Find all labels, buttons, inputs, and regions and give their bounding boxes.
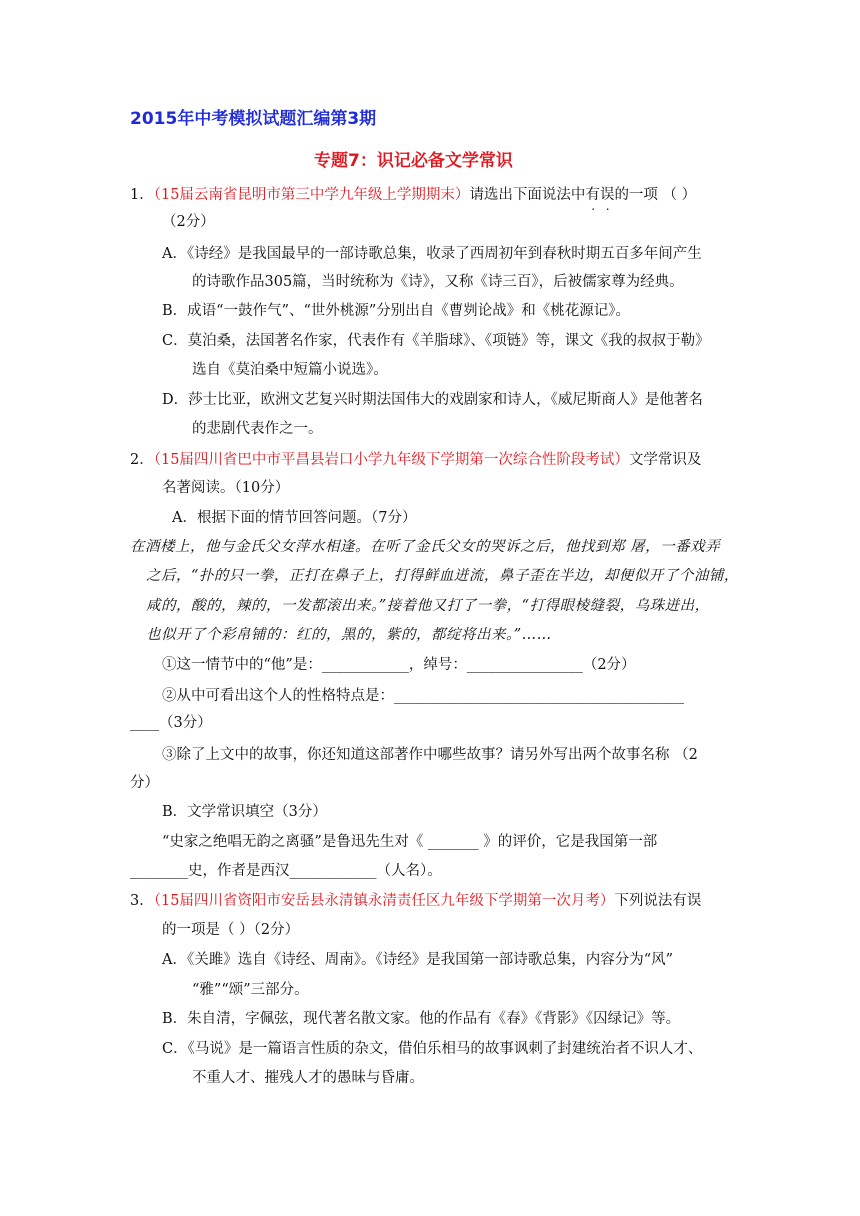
- question-3-stem: 下列说法有误: [614, 893, 702, 909]
- sub-question-1: ①这一情节中的“他”是：____________，绰号：________________（2分）: [162, 657, 636, 673]
- passage-line-3: 咸的，酸的，辣的，一发都滚出来。”接着他又打了一拳，“打得眼棱缝裂，乌珠迸出，: [146, 598, 710, 614]
- question-3-stem-line-2: 的一项是（ ）（2分）: [162, 922, 300, 938]
- question-3-source: （15届四川省资阳市安岳县永清镇永清责任区九年级下学期第一次月考）: [153, 893, 615, 909]
- option-a-line-1: A．《诗经》是我国最早的一部诗歌总集，收录了西周初年到春秋时期五百多年间产生: [162, 246, 702, 262]
- question-1-score: （2分）: [162, 214, 215, 230]
- option-a-line-2: 的诗歌作品305篇，当时统称为《诗》，又称《诗三百》，后被儒家尊为经典。: [192, 274, 684, 290]
- emphasis-char: 误: [599, 187, 615, 203]
- question-2-line-1: [130, 450, 701, 470]
- option-b: B．成语“一鼓作气”、“世外桃源”分别出自《曹刿论战》和《桃花源记》。: [162, 303, 631, 319]
- option-d-line-2: 的悲剧代表作之一。: [192, 421, 323, 437]
- question-1-stem-end: 的一项 （ ）: [614, 187, 697, 203]
- sub-question-2-end: ____（3分）: [130, 715, 212, 731]
- question-2-source: （15届四川省巴中市平昌县岩口小学九年级下学期第一次综合性阶段考试）: [153, 452, 629, 468]
- question-3-line-1: [130, 891, 701, 911]
- topic-title: 专题7：识记必备文学常识: [314, 151, 513, 171]
- question-1-stem: 请选出下面说法中: [469, 187, 586, 203]
- emphasis-char: 有: [585, 187, 600, 203]
- part-a-heading: A．根据下面的情节回答问题。（7分）: [172, 510, 417, 526]
- question-1-number: 1．: [130, 187, 154, 203]
- q3-option-a-line-1: A．《关雎》选自《诗经、周南》。《诗经》是我国第一部诗歌总集，内容分为“风”: [162, 952, 674, 968]
- document-title: 2015年中考模拟试题汇编第3期: [130, 109, 377, 129]
- passage-line-1: 在酒楼上，他与金氏父女萍水相逢。在听了金氏父女的哭诉之后，他找到郑 屠，一番戏弄: [130, 539, 721, 555]
- q3-option-a-line-2: “雅”“颂”三部分。: [192, 982, 309, 998]
- question-2-stem: 文学常识及: [628, 452, 702, 468]
- sub-question-3-end: 分）: [130, 775, 159, 791]
- question-2-number: 2．: [130, 452, 154, 468]
- part-b-heading: B．文学常识填空（3分）: [162, 804, 327, 820]
- option-c-line-2: 选自《莫泊桑中短篇小说选》。: [192, 362, 388, 378]
- fill-line-2: ________史，作者是西汉____________（人名）。: [130, 863, 442, 879]
- question-2-stem-line-2: 名著阅读。（10分）: [162, 480, 290, 496]
- sub-question-3: ③除了上文中的故事，你还知道这部著作中哪些故事？请另外写出两个故事名称 （2: [162, 747, 698, 763]
- option-c-line-1: C．莫泊桑，法国著名作家，代表作有《羊脂球》、《项链》等，课文《我的叔叔于勒》: [162, 333, 710, 349]
- question-3-number: 3．: [130, 893, 154, 909]
- passage-line-2: 之后，“扑的只一拳，正打在鼻子上，打得鲜血迸流，鼻子歪在半边，却便似开了个油铺，: [146, 568, 739, 584]
- fill-line-1: “史家之绝唱无韵之离骚”是鲁迅先生对《 _______ 》的评价，它是我国第一部: [162, 834, 658, 850]
- passage-line-4: 也似开了个彩帛铺的：红的，黑的，紫的，都绽将出来。”……: [146, 627, 552, 643]
- q3-option-b: B．朱自清，字佩弦，现代著名散文家。他的作品有《春》《背影》《囚绿记》等。: [162, 1011, 681, 1027]
- question-1-source: （15届云南省昆明市第三中学九年级上学期期末）: [153, 187, 470, 203]
- q3-option-c-line-1: C．《马说》是一篇语言性质的杂文，借伯乐相马的故事讽刺了封建统治者不识人才、: [162, 1041, 703, 1057]
- question-1-line-1: [130, 185, 696, 205]
- sub-question-2: ②从中可看出这个人的性格特点是：________________________________________: [162, 688, 684, 704]
- q3-option-c-line-2: 不重人才、摧残人才的愚昧与昏庸。: [192, 1070, 424, 1086]
- option-d-line-1: D．莎士比亚，欧洲文艺复兴时期法国伟大的戏剧家和诗人，《威尼斯商人》是他著名: [162, 392, 703, 408]
